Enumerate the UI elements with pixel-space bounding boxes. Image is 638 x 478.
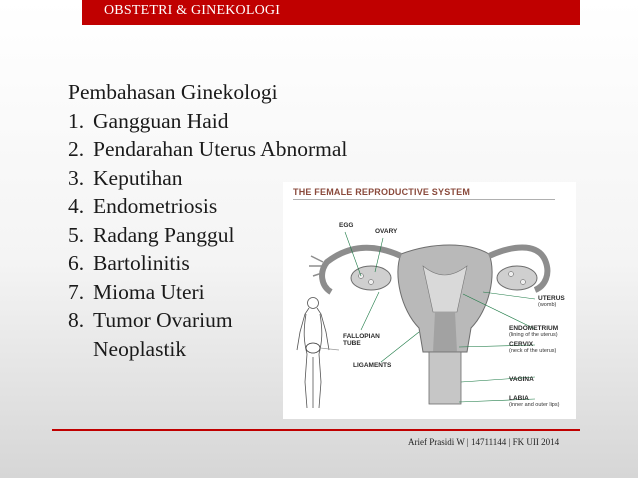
label-ovary: OVARY — [375, 228, 398, 235]
list-item — [68, 135, 398, 164]
label-endometrium-title: ENDOMETRIUM — [509, 325, 559, 332]
item-text: Bartolinitis — [93, 251, 190, 275]
item-number: 4. — [68, 194, 85, 218]
item-number: 8. — [68, 308, 85, 332]
label-uterus — [538, 295, 565, 309]
label-endometrium — [509, 325, 558, 339]
anatomy-illustration — [283, 182, 576, 419]
item-text: Radang Panggul — [93, 222, 235, 247]
body-silhouette-icon — [297, 298, 339, 409]
label-ligaments: LIGAMENTS — [353, 362, 392, 369]
label-uterus-title: UTERUS — [538, 295, 565, 302]
item-number: 7. — [68, 279, 85, 304]
label-egg: EGG — [339, 222, 354, 229]
label-labia — [509, 395, 559, 409]
label-fallopian-tube: FALLOPIAN TUBE — [343, 333, 380, 347]
item-number: 1. — [68, 108, 85, 133]
label-labia-sub: (inner and outer lips) — [509, 402, 560, 408]
item-text: Endometriosis — [93, 194, 218, 218]
label-cervix-title: CERVIX — [509, 341, 534, 348]
label-labia-title: LABIA — [509, 395, 529, 402]
item-text: Keputihan — [93, 165, 183, 190]
label-cervix-sub: (neck of the uterus) — [509, 348, 557, 354]
header-bar — [82, 0, 580, 25]
label-uterus-sub: (womb) — [538, 302, 557, 308]
footer-credit: Arief Prasidi W | 14711144 | FK UII 2014 — [408, 437, 560, 447]
figure-title: THE FEMALE REPRODUCTIVE SYSTEM — [293, 187, 471, 197]
header-title: OBSTETRI & GINEKOLOGI — [104, 3, 281, 18]
list-heading: Pembahasan Ginekologi — [68, 80, 278, 104]
item-text: Tumor Ovarium Neoplastik — [93, 308, 233, 361]
label-cervix — [509, 341, 556, 355]
list-item — [68, 107, 398, 136]
item-number: 2. — [68, 137, 85, 161]
label-vagina: VAGINA — [509, 376, 534, 383]
reproductive-system-figure — [283, 182, 576, 419]
item-text: Pendarahan Uterus Abnormal — [93, 137, 348, 161]
label-endometrium-sub: (lining of the uterus) — [509, 332, 558, 338]
footer-rule — [52, 429, 580, 431]
item-number: 5. — [68, 222, 85, 247]
item-number: 6. — [68, 251, 85, 275]
item-text: Gangguan Haid — [93, 108, 229, 133]
item-number: 3. — [68, 165, 85, 190]
item-text: Mioma Uteri — [93, 279, 205, 304]
